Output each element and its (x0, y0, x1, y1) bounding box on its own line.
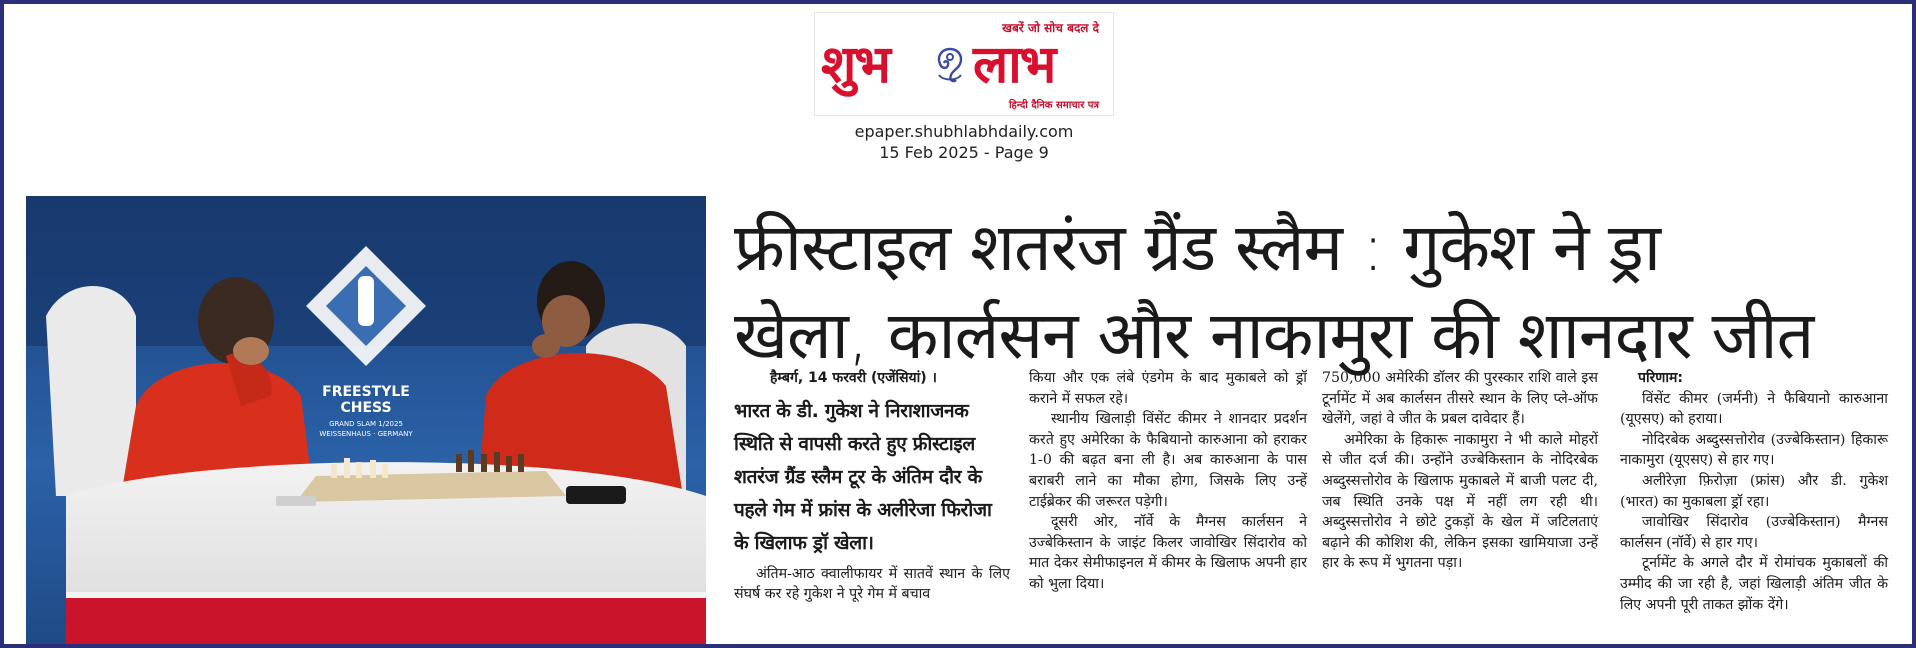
result-item: टूर्नामेंट के अगले दौर में रोमांचक मुकाबलों की उम्मीद की जा रही है, जहां खिलाड़ी अंतिम जीत के लिए अपनी पूरी ताकत झोंक देंगे। (1620, 555, 1888, 613)
article-column-2 (1029, 368, 1307, 595)
result-item: विंसेंट कीमर (जर्मनी) ने फैबियानो कारुआना (यूएसए) को हराया। (1620, 390, 1888, 428)
newspaper-masthead (814, 12, 1114, 116)
board-title-2: CHESS (340, 400, 392, 416)
logo-word-labh: लाभ (973, 35, 1055, 95)
column-2-paragraph-3: दूसरी ओर, नॉर्वे के मैग्नस कार्लसन ने उज्बेकिस्तान के जाइंट किलर जावोखिर सिंदारोव को मात देकर सेमीफाइनल में कीमर के खिलाफ अपनी हार को भुला दिया। (1029, 514, 1307, 592)
ganesha-icon (931, 45, 969, 85)
article-column-3 (1322, 368, 1598, 574)
article-lead: भारत के डी. गुकेश ने निराशाजनक स्थिति से वापसी करते हुए फ्रीस्टाइल शतरंज ग्रैंड स्लैम टूर के अंतिम दौर के पहले गेम में फ्रांस के अलीरेजा फिरोजा के खिलाफ ड्रॉ खेला। (734, 399, 992, 554)
article-dateline: हैम्बर्ग, 14 फरवरी (एजेंसियां) । (770, 370, 937, 386)
results-title: परिणाम: (1638, 370, 1684, 386)
article-column-4 (1620, 368, 1888, 615)
column-1-paragraph-1: अंतिम-आठ क्वालीफायर में सातवें स्थान के लिए संघर्ष कर रहे गुकेश ने पूरे गेम में बचाव (734, 565, 1010, 603)
chess-match-photo (26, 196, 706, 644)
board-sub-1: GRAND SLAM 1/2025 (329, 420, 403, 428)
column-3-paragraph-2: अमेरिका के हिकारू नाकामुरा ने भी काले मोहरों से जीत दर्ज की। उन्होंने उज्बेकिस्तान के नोदिरबेक अब्दुस्सत्तोरोव के खिलाफ मुकाबले में बाजी पलट दी, जब स्थिति उनके पक्ष में नहीं लग रही थी। अब्दुस्सत्तोरोव ने छोटे टुकड़ों के खेल में जटिलताएं बढ़ाने की कोशिश की, लेकिन इसका खामियाजा उन्हें हार के रूप में भुगतना पड़ा। (1322, 431, 1598, 572)
article-headline (734, 204, 1904, 380)
photo-illustration (26, 196, 706, 644)
epaper-url[interactable]: epaper.shubhlabhdaily.com (854, 122, 1074, 141)
column-3-paragraph-1: 750,000 अमेरिकी डॉलर की पुरस्कार राशि वाले इस टूर्नामेंट में अब कार्लसन तीसरे स्थान के लिए प्ले-ऑफ खेलेंगे, जहां वे जीत के प्रबल दावेदार हैं। (1322, 370, 1598, 428)
board-sub-2: WEISSENHAUS · GERMANY (319, 430, 413, 438)
logo-word-shubh: शुभ (821, 35, 889, 95)
column-2-paragraph-1: किया और एक लंबे एंडगेम के बाद मुकाबले को ड्रॉ कराने में सफल रहे। (1029, 370, 1307, 407)
edition-date-page: 15 Feb 2025 - Page 9 (879, 143, 1049, 162)
result-item: अलीरेज़ा फ़िरोज़ा (फ्रांस) और डी. गुकेश (भारत) का मुकाबला ड्रॉ रहा। (1620, 472, 1888, 510)
column-2-paragraph-2: स्थानीय खिलाड़ी विंसेंट कीमर ने शानदार प्रदर्शन करते हुए अमेरिका के फैबियानो कारुआना को हराकर 1-0 की बढ़त बना ली है। अब कारुआना के पास बराबरी लाने का मौका होगा, जिसके लिए उन्हें टाईब्रेकर की जरूरत पड़ेगी। (1029, 411, 1307, 510)
masthead-subtitle: हिन्दी दैनिक समाचार पत्र (1008, 100, 1099, 111)
board-title-1: FREESTYLE (322, 384, 410, 400)
masthead-tagline: खबरें जो सोच बदल दे (1002, 21, 1099, 35)
result-item: नोदिरबेक अब्दुस्सत्तोरोव (उज्बेकिस्तान) हिकारू नाकामुरा (यूएसए) से हार गए। (1620, 431, 1888, 469)
article-column-1 (734, 368, 1010, 605)
headline-line-2: खेला, कार्लसन और नाकामुरा की शानदार जीत (734, 297, 1814, 374)
headline-line-1: फ्रीस्टाइल शतरंज ग्रैंड स्लैम : गुकेश ने ड्रा (734, 209, 1660, 286)
result-item: जावोखिर सिंदारोव (उज्बेकिस्तान) मैग्नस कार्लसन (नॉर्वे) से हार गए। (1620, 514, 1888, 551)
